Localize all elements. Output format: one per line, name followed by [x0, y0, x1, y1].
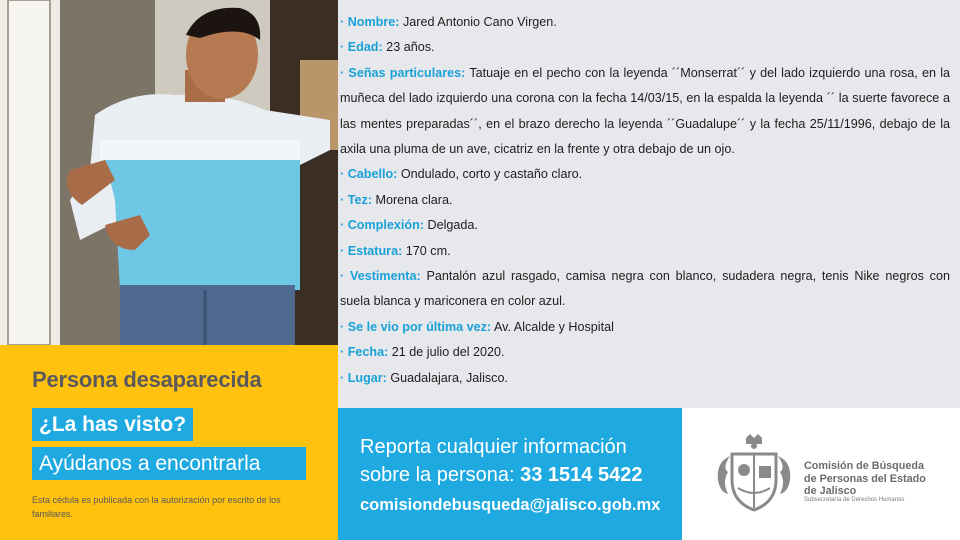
field-value: Av. Alcalde y Hospital	[491, 319, 614, 334]
field-label: · Vestimenta:	[340, 269, 421, 284]
field-label: · Nombre:	[340, 15, 400, 29]
field-label: · Edad:	[340, 40, 383, 55]
contact-line-1: Reporta cualquier información	[360, 436, 627, 458]
field-value: Ondulado, corto y castaño claro.	[397, 167, 583, 182]
field-label: · Señas particulares:	[340, 65, 466, 80]
org-logo-block	[682, 408, 960, 540]
field-tez	[340, 188, 954, 213]
field-value: 21 de julio del 2020.	[388, 345, 505, 360]
help-chip: Ayúdanos a encontrarla	[32, 447, 306, 480]
field-label: · Estatura:	[340, 243, 403, 258]
field-cabello	[340, 162, 954, 187]
field-estatura	[340, 239, 954, 264]
field-label: · Se le vio por última vez:	[340, 319, 492, 334]
field-lugar	[340, 366, 954, 391]
field-value: Guadalajara, Jalisco.	[386, 370, 508, 385]
question-chip: ¿La has visto?	[32, 408, 193, 441]
missing-banner	[0, 345, 338, 540]
field-complexion	[340, 213, 954, 238]
field-label: · Lugar:	[340, 370, 387, 385]
field-value: Jared Antonio Cano Virgen.	[399, 15, 557, 29]
contact-line-2	[360, 463, 642, 487]
contact-prefix: sobre la persona:	[360, 464, 521, 486]
field-label: · Cabello:	[340, 167, 398, 182]
field-value: 23 años.	[382, 40, 435, 55]
org-subtitle: Subsecretaría de Derechos Humanos	[804, 497, 905, 503]
field-vestimenta	[340, 264, 954, 315]
org-name-line: de Personas del Estado	[804, 472, 926, 485]
field-value: Morena clara.	[371, 192, 453, 207]
field-label: · Fecha:	[340, 345, 389, 360]
field-nombre	[340, 10, 954, 35]
field-value: Pantalón azul rasgado, camisa negra con blanco, sudadera negra, tenis Nike negros con suela blanca y mariconera en color azul.	[340, 269, 950, 309]
field-senas-particulares	[340, 61, 954, 163]
coat-of-arms-icon	[712, 432, 796, 516]
field-value: Tatuaje en el pecho con la leyenda ´´Monserrat´´ y del lado izquierdo una rosa, en la muñeca del lado izquierdo una corona con la fecha 14/03/15, en la espalda la leyenda ´´ la suerte favorece a las mentes preparadas´´, en el brazo derecho la leyenda ´´Guadalupe´´ y la fecha 25/11/1996, debajo de la axila una pluma de un ave, cicatriz en la frente y otra debajo de un ojo.	[340, 65, 951, 157]
banner-headline: Persona desaparecida	[32, 367, 262, 392]
org-name-line: de Jalisco	[804, 485, 857, 497]
contact-phone[interactable]: 33 1514 5422	[520, 464, 643, 486]
contact-email[interactable]: comisiondebusqueda@jalisco.gob.mx	[360, 496, 661, 514]
field-value: Delgada.	[423, 218, 478, 233]
org-name	[804, 460, 926, 498]
org-name-line: Comisión de Búsqueda	[804, 460, 924, 472]
field-fecha	[340, 340, 954, 365]
authorization-note: Esta cédula es publicada con la autorización por escrito de los familiares.	[32, 495, 281, 519]
person-photo	[0, 0, 338, 345]
field-value: 170 cm.	[402, 243, 451, 258]
details-panel	[338, 0, 960, 408]
field-ultima-vez	[340, 315, 954, 340]
field-label: · Tez:	[340, 192, 372, 207]
field-edad	[340, 35, 954, 60]
field-label: · Complexión:	[340, 218, 424, 233]
contact-strip	[338, 408, 682, 540]
